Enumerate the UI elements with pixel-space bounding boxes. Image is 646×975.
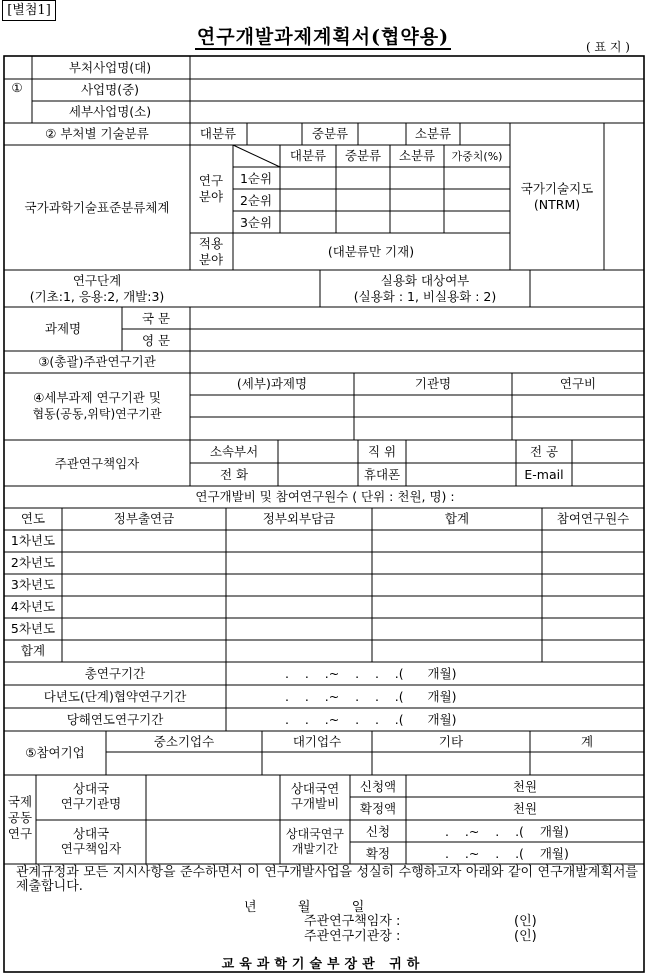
total-period-label: 총연구기간 xyxy=(84,666,146,681)
pi-label: 주관연구책임자 xyxy=(54,456,140,471)
section3-label: ③(총괄)주관연구기관 xyxy=(38,354,156,369)
section2-label: ② 부처별 기술분류 xyxy=(45,126,149,141)
intl-conf-unit: 천원 xyxy=(512,801,538,816)
section1-marker: ① xyxy=(11,80,23,95)
pi-position-label: 직 위 xyxy=(367,444,397,459)
ministry-large-label: 부처사업명(대) xyxy=(68,60,152,75)
ministry-small-label: 세부사업명(소) xyxy=(68,104,152,119)
pledge-text: 관계규정과 모든 지시사항을 준수하면서 이 연구개발사업을 성실히 수행하고자 아래와 같이 연구개발계획서를 제출합니다. xyxy=(16,865,638,894)
multi-period-label: 다년도(단계)협약연구기간 xyxy=(43,689,187,704)
cover-label: ( 표 지 ) xyxy=(586,40,630,54)
large-class-label: 대분류 xyxy=(199,126,237,141)
submission-date: 년 월 일 xyxy=(244,900,365,915)
intl-conf-label: 확정액 xyxy=(359,801,397,816)
ministry-mid-label: 사업명(중) xyxy=(80,82,140,97)
form-title: 연구개발과제계획서(협약용) xyxy=(196,26,450,48)
pi-phone-label: 전 화 xyxy=(219,467,249,482)
budget-col-researchers: 참여연구원수 xyxy=(556,511,630,526)
applied-field-label-2: 분야 xyxy=(198,252,224,267)
budget-row-year2: 2차년도 xyxy=(10,555,56,570)
attachment-tag: [별첨1] xyxy=(2,0,56,21)
intl-conf-period: . .~ . .( 개월) xyxy=(445,846,569,861)
section4-label-2: 협동(공동,위탁)연구기관 xyxy=(32,407,162,421)
intl-req-unit: 천원 xyxy=(512,779,538,794)
section5-label: ⑤참여기업 xyxy=(25,745,85,760)
institution-col: 기관명 xyxy=(414,376,452,391)
intl-req-label: 신청액 xyxy=(359,779,397,794)
applied-field-note: (대분류만 기재) xyxy=(327,244,415,259)
research-field-label-1: 연구 xyxy=(198,173,224,188)
stage-label-hint: (기초:1, 응용:2, 개발:3) xyxy=(29,289,165,304)
budget-col-year: 연도 xyxy=(20,511,46,526)
nat-col-large: 대분류 xyxy=(289,148,327,163)
current-period-label: 당해연도연구기간 xyxy=(66,712,164,727)
stage-label: 연구단계 xyxy=(72,273,122,288)
pi-signature-label: 주관연구책임자 : xyxy=(304,914,401,929)
budget-row-year1: 1차년도 xyxy=(10,533,56,548)
national-class-label: 국가과학기술표준분류체계 xyxy=(24,200,170,215)
head-signature-label: 주관연구기관장 : xyxy=(304,929,401,944)
project-english-label: 영 문 xyxy=(141,333,171,348)
intl-label-1: 국제 xyxy=(7,794,33,809)
multi-period-dates: . . .~ . . .( 개월) xyxy=(285,689,457,704)
pi-dept-label: 소속부서 xyxy=(209,444,259,459)
pi-email-label: E-mail xyxy=(524,467,564,482)
intl-req-period: . .~ . .( 개월) xyxy=(445,824,569,839)
rank-1: 1순위 xyxy=(239,171,273,186)
practical-label-hint: (실용화 : 1, 비실용화 : 2) xyxy=(353,289,497,304)
intl-label-3: 연구 xyxy=(7,826,33,841)
practical-label: 실용화 대상여부 xyxy=(380,273,470,288)
research-cost-col: 연구비 xyxy=(559,376,597,391)
intl-label-2: 공동 xyxy=(7,810,33,825)
applied-field-label-1: 적용 xyxy=(198,236,224,251)
budget-col-sum: 합계 xyxy=(444,511,470,526)
intl-pi-label-2: 연구책임자 xyxy=(60,841,122,856)
intl-cost-label-2: 구개발비 xyxy=(290,796,340,811)
budget-col-gov: 정부출연금 xyxy=(113,511,175,526)
small-class-label: 소분류 xyxy=(414,126,452,141)
ntrm-label-2: (NTRM) xyxy=(533,197,581,212)
budget-row-year4: 4차년도 xyxy=(10,599,56,614)
project-korean-label: 국 문 xyxy=(141,311,171,326)
budget-row-total: 합계 xyxy=(20,643,46,658)
intl-conf2-label: 확정 xyxy=(365,846,391,861)
intl-period-label-1: 상대국연구 xyxy=(286,827,344,841)
rank-2: 2순위 xyxy=(239,193,273,208)
head-seal: (인) xyxy=(514,929,537,944)
other-col: 기타 xyxy=(438,734,464,749)
total-period-dates: . . .~ . . .( 개월) xyxy=(285,666,457,681)
sme-count-col: 중소기업수 xyxy=(153,734,215,749)
intl-period-label-2: 개발기간 xyxy=(291,842,339,856)
ntrm-label-1: 국가기술지도 xyxy=(520,181,594,196)
rank-3: 3순위 xyxy=(239,215,273,230)
sum-col: 계 xyxy=(580,734,594,749)
intl-inst-label-2: 연구기관명 xyxy=(60,796,122,811)
pi-major-label: 전 공 xyxy=(529,444,559,459)
research-field-label-2: 분야 xyxy=(198,189,224,204)
intl-inst-label-1: 상대국 xyxy=(72,781,110,796)
section4-label-1: ④세부과제 연구기관 및 xyxy=(33,390,161,405)
budget-row-year5: 5차년도 xyxy=(10,621,56,636)
pi-seal: (인) xyxy=(514,914,537,929)
nat-col-mid: 중분류 xyxy=(344,148,382,163)
budget-row-year3: 3차년도 xyxy=(10,577,56,592)
budget-title: 연구개발비 및 참여연구원수 ( 단위 : 천원, 명) : xyxy=(195,489,455,504)
intl-req2-label: 신청 xyxy=(365,824,391,839)
nat-col-small: 소분류 xyxy=(398,148,436,163)
intl-cost-label-1: 상대국연 xyxy=(290,781,340,796)
intl-pi-label-1: 상대국 xyxy=(72,826,110,841)
detail-project-col: (세부)과제명 xyxy=(236,376,308,391)
project-name-label: 과제명 xyxy=(44,321,82,336)
large-company-col: 대기업수 xyxy=(292,734,342,749)
mid-class-label: 중분류 xyxy=(311,126,349,141)
budget-col-nongov: 정부외부담금 xyxy=(262,511,336,526)
current-period-dates: . . .~ . . .( 개월) xyxy=(285,712,457,727)
pi-mobile-label: 휴대폰 xyxy=(363,467,401,482)
nat-col-weight: 가중치(%) xyxy=(451,150,503,163)
recipient-line: 교육과학기술부장관 귀하 xyxy=(221,957,425,972)
